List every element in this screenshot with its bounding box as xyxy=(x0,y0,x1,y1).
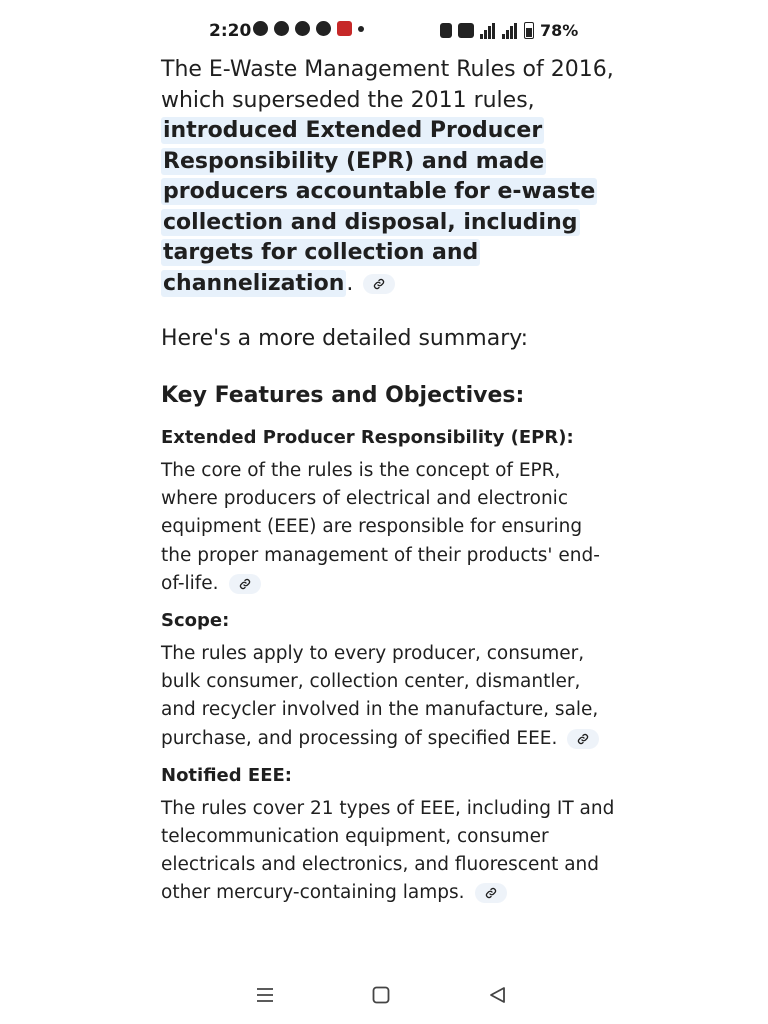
link-icon xyxy=(577,733,589,745)
intro-end: . xyxy=(346,270,354,296)
source-link-button[interactable] xyxy=(229,574,261,594)
chat-icon xyxy=(253,21,268,36)
navigation-bar xyxy=(0,975,768,1019)
item-body-scope-text: The rules apply to every producer, consumer, bulk consumer, collection center, dismantler, and recycler involved in the manufacture, sale, purchase, and processing of specified EEE. xyxy=(161,643,599,749)
status-bar xyxy=(0,0,768,62)
section-title: Key Features and Objectives: xyxy=(161,383,525,408)
item-body-epr-text: The core of the rules is the concept of EPR, where producers of electrical and electronic equipment (EEE) are responsible for ensuring the proper management of their products' end-of-life. xyxy=(161,460,600,594)
vibrate-icon xyxy=(440,23,452,38)
intro-paragraph xyxy=(161,55,616,299)
item-body-notified-text: The rules cover 21 types of EEE, including IT and telecommunication equipment, consumer electricals and electronics, and fluorescent and other mercury-containing lamps. xyxy=(161,797,615,904)
signal-2-icon xyxy=(502,23,518,39)
menu-icon[interactable] xyxy=(255,985,275,1005)
fan-icon xyxy=(274,21,289,36)
battery-level: 78% xyxy=(540,21,579,40)
summary-lead: Here's a more detailed summary: xyxy=(161,326,529,351)
battery-icon xyxy=(524,22,534,39)
more-dot-icon xyxy=(358,26,364,32)
source-link-button[interactable] xyxy=(475,883,507,903)
link-icon xyxy=(485,887,497,899)
link-icon xyxy=(239,578,251,590)
status-time: 2:20 xyxy=(209,21,252,41)
item-body-notified xyxy=(161,795,616,908)
intro-text: The E-Waste Management Rules of 2016, which superseded the 2011 rules, xyxy=(161,57,614,113)
notification-icons xyxy=(253,21,364,36)
item-heading-scope: Scope: xyxy=(161,610,230,632)
back-icon[interactable] xyxy=(488,985,508,1005)
system-icons xyxy=(440,21,578,40)
item-body-scope xyxy=(161,640,616,753)
intro-highlight: introduced Extended Producer Responsibility (EPR) and made producers accountable for e-waste collection and disposal, including targets for collection and channelization xyxy=(163,118,596,296)
link-icon xyxy=(373,278,385,290)
volte-icon xyxy=(458,23,474,38)
item-heading-epr: Extended Producer Responsibility (EPR): xyxy=(161,427,574,448)
drive-icon xyxy=(316,21,331,36)
whatsapp-icon xyxy=(295,21,310,36)
home-icon[interactable] xyxy=(371,985,391,1005)
app-icon xyxy=(337,21,352,36)
article xyxy=(161,55,616,908)
source-link-button[interactable] xyxy=(567,729,599,749)
signal-icon xyxy=(480,23,496,39)
source-link-button[interactable] xyxy=(363,274,395,294)
item-heading-notified: Notified EEE: xyxy=(161,764,292,786)
item-body-epr xyxy=(161,457,616,598)
